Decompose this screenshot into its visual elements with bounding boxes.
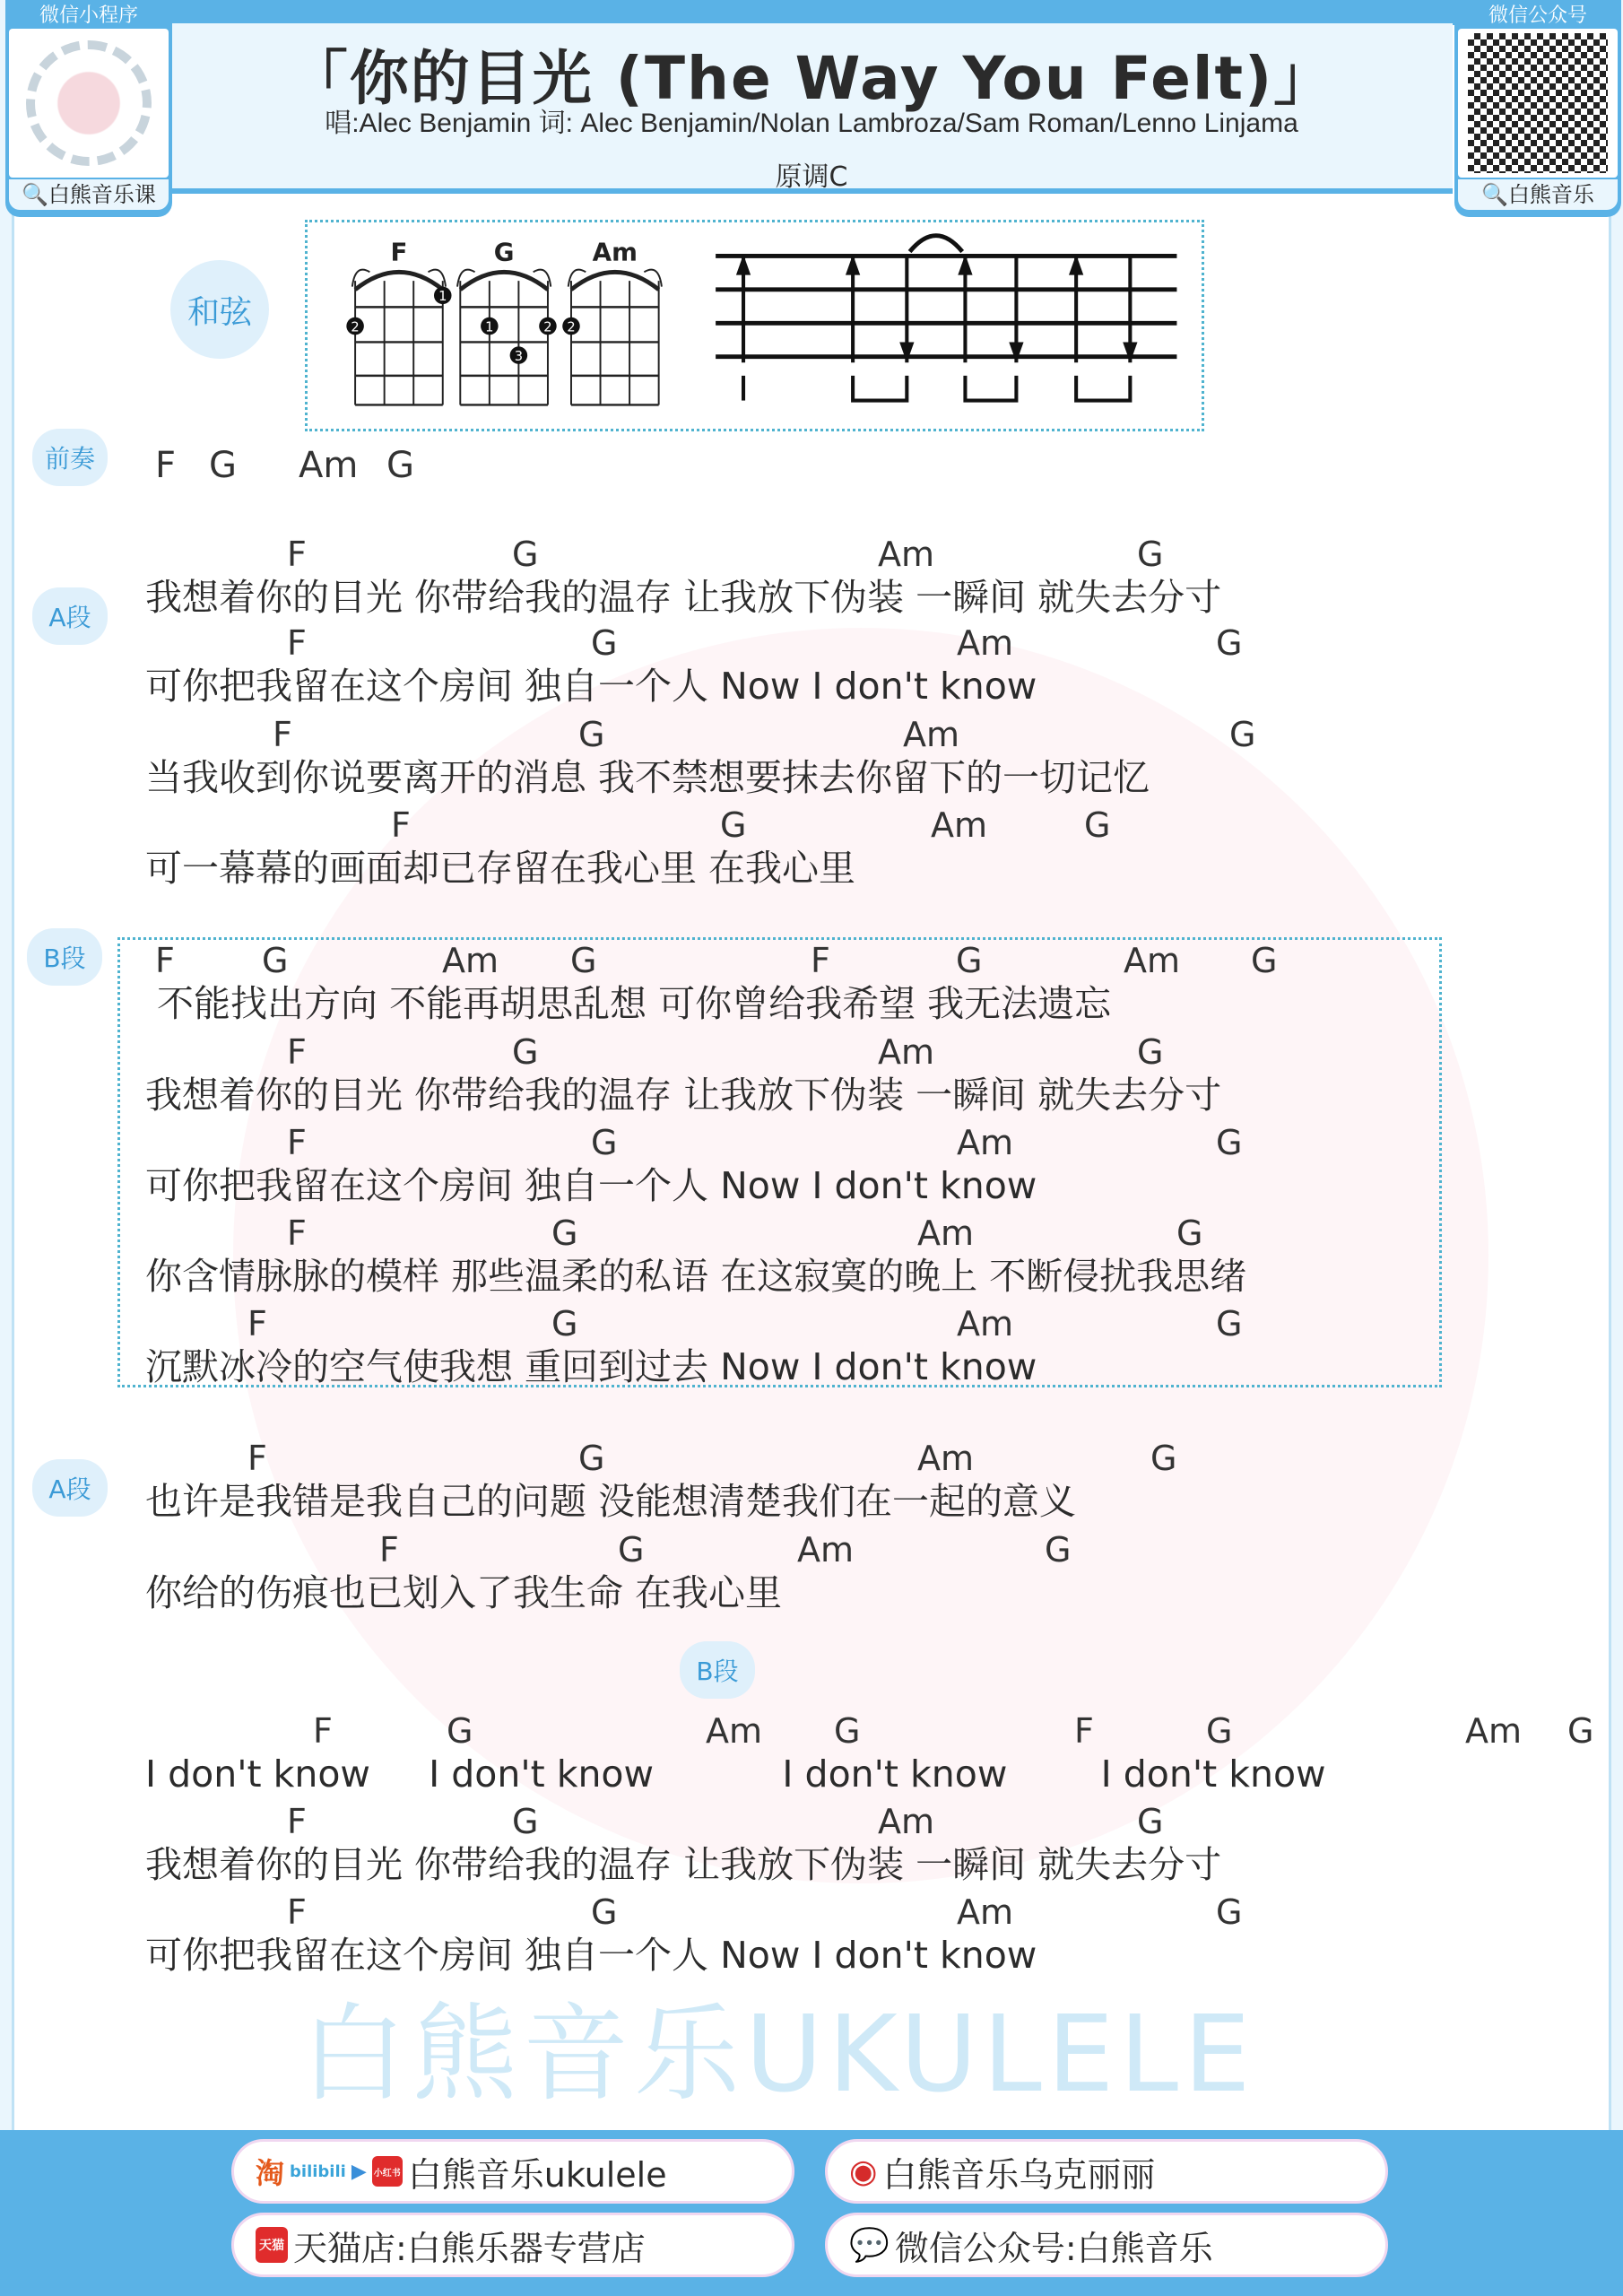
chord-label: Am — [957, 1892, 1014, 1932]
lyric-line: I don't know I don't know I don't know I don't know — [145, 1752, 1326, 1796]
chord-label: F — [273, 715, 292, 754]
finger-number: 2 — [567, 319, 576, 335]
rhythm-beam — [1076, 376, 1130, 401]
lyric-line: 不能找出方向 不能再胡思乱想 可你曾给我希望 我无法遗忘 — [145, 982, 1112, 1025]
chord-label: G — [1137, 1032, 1164, 1072]
chord-label: G — [209, 445, 237, 486]
link-label: 微信公众号:白熊音乐 — [894, 2228, 1213, 2268]
chord-label: F — [391, 805, 411, 845]
song-key: 原调C — [775, 161, 848, 193]
lyric-line: 可一幕幕的画面却已存留在我心里 在我心里 — [145, 847, 856, 890]
chord-label: G — [1567, 1711, 1594, 1751]
chords-label: 和弦 — [170, 260, 269, 359]
qr-footer: 🔍白熊音乐 — [1458, 179, 1618, 210]
chord-label: G — [1216, 623, 1243, 663]
chord-label: Am — [957, 1123, 1014, 1162]
chord-label: Am — [878, 1032, 935, 1072]
chord-label: G — [386, 445, 414, 486]
link-label: 天猫店:白熊乐器专营店 — [293, 2228, 646, 2268]
video-play-icon: ▶ — [351, 2160, 367, 2183]
chord-label: G — [1251, 941, 1278, 980]
chord-label: F — [155, 445, 177, 486]
chord-label: Am — [917, 1439, 975, 1478]
chord-name: G — [493, 237, 515, 267]
left-border — [0, 0, 14, 2135]
chord-label: F — [155, 941, 175, 980]
chord-diagram-box — [305, 220, 1204, 431]
chord-label: Am — [878, 535, 935, 574]
chord-label: G — [1150, 1439, 1177, 1478]
chord-label: G — [618, 1530, 645, 1570]
strum-down-arrow-icon — [899, 342, 914, 362]
lyric-line: 当我收到你说要离开的消息 我不禁想要抹去你留下的一切记忆 — [145, 756, 1150, 799]
lyric-line: 也许是我错是我自己的问题 没能想清楚我们在一起的意义 — [145, 1480, 1077, 1523]
qr-footer: 🔍白熊音乐课 — [9, 179, 169, 210]
chord-label: G — [1045, 1530, 1072, 1570]
chord-label: Am — [797, 1530, 855, 1570]
qr-code-icon — [1458, 29, 1618, 178]
link-tmall[interactable] — [231, 2213, 794, 2277]
link-weibo[interactable] — [825, 2139, 1388, 2204]
lyric-line: 沉默冰冷的空气使我想 重回到过去 Now I don't know — [145, 1345, 1037, 1388]
chord-label: G — [551, 1304, 578, 1344]
weibo-icon: ◉ — [849, 2152, 878, 2190]
chord-label: G — [1216, 1892, 1243, 1932]
chord-label: G — [720, 805, 747, 845]
finger-number: 1 — [438, 289, 447, 305]
chord-label: Am — [299, 445, 359, 486]
chord-label: F — [287, 535, 307, 574]
footer — [0, 2130, 1623, 2296]
chord-label: G — [578, 715, 605, 754]
lyric-line: 可你把我留在这个房间 独自一个人 Now I don't know — [145, 665, 1037, 708]
chord-label: Am — [903, 715, 960, 754]
chord-label: G — [512, 535, 539, 574]
chord-label: G — [447, 1711, 473, 1751]
chord-label: G — [1216, 1304, 1243, 1344]
chord-label: G — [591, 623, 618, 663]
chord-label: Am — [878, 1802, 935, 1841]
wechat-icon: 💬 — [849, 2227, 890, 2264]
lyric-line: 可你把我留在这个房间 独自一个人 Now I don't know — [145, 1164, 1037, 1207]
chord-label: F — [247, 1304, 267, 1344]
strum-down-arrow-icon — [1009, 342, 1023, 362]
chord-label: G — [570, 941, 597, 980]
mini-program-code-icon — [9, 29, 169, 178]
lyric-line: 我想着你的目光 你带给我的温存 让我放下伪装 一瞬间 就失去分寸 — [145, 1843, 1222, 1886]
xiaohongshu-icon: 小红书 — [372, 2156, 403, 2187]
chord-label: G — [1229, 715, 1256, 754]
bilibili-icon: bilibili — [290, 2161, 346, 2181]
chord-label: Am — [442, 941, 499, 980]
chord-label: G — [512, 1802, 539, 1841]
lyric-line: 你给的伤痕也已划入了我生命 在我心里 — [145, 1571, 783, 1614]
chord-label: F — [287, 623, 307, 663]
chord-label: F — [379, 1530, 399, 1570]
chord-diagram-f — [346, 237, 451, 404]
qr-caption: 微信公众号 — [1488, 4, 1587, 27]
chord-label: Am — [931, 805, 988, 845]
song-credits: 唱:Alec Benjamin 词: Alec Benjamin/Nolan Lambroza/Sam Roman/Lenno Linjama — [325, 109, 1298, 138]
top-band — [0, 0, 1623, 25]
chord-label: F — [1074, 1711, 1094, 1751]
chord-label: F — [287, 1032, 307, 1072]
wechat-qr[interactable] — [1454, 0, 1621, 217]
chord-name: Am — [592, 237, 638, 267]
link-label: 白熊音乐ukulele — [407, 2154, 667, 2195]
chord-label: G — [1206, 1711, 1233, 1751]
qr-caption: 微信小程序 — [39, 4, 138, 27]
chord-label: G — [551, 1213, 578, 1253]
lyric-line: 我想着你的目光 你带给我的温存 让我放下伪装 一瞬间 就失去分寸 — [145, 1074, 1222, 1117]
qr-footer-label: 白熊音乐课 — [48, 182, 156, 207]
section-label-a2: A段 — [32, 1459, 108, 1517]
chord-label: G — [1084, 805, 1111, 845]
rhythm-beam — [965, 376, 1016, 401]
chord-label: G — [578, 1439, 605, 1478]
strum-down-arrow-icon — [1123, 342, 1137, 362]
chord-label: F — [287, 1213, 307, 1253]
chord-name: F — [390, 237, 408, 267]
lyric-line: 我想着你的目光 你带给我的温存 让我放下伪装 一瞬间 就失去分寸 — [145, 576, 1222, 619]
chord-label: G — [834, 1711, 861, 1751]
chord-label: G — [1137, 535, 1164, 574]
chord-label: Am — [1465, 1711, 1523, 1751]
section-label-b: B段 — [27, 928, 102, 986]
chord-and-strum-diagrams — [308, 222, 1207, 434]
finger-number: 1 — [485, 319, 494, 335]
chord-label: F — [287, 1123, 307, 1162]
rhythm-beam — [853, 376, 907, 401]
chord-label: G — [1137, 1802, 1164, 1841]
chord-label: G — [512, 1032, 539, 1072]
strum-pattern — [716, 236, 1176, 357]
chord-label: F — [247, 1439, 267, 1478]
right-border — [1609, 0, 1623, 2135]
watermark: 白熊音乐UKULELE — [300, 1992, 1256, 2116]
link-label: 白熊音乐乌克丽丽 — [882, 2154, 1156, 2195]
chord-label: Am — [917, 1213, 975, 1253]
finger-number: 2 — [543, 319, 552, 335]
section-label-b2: B段 — [680, 1641, 755, 1699]
lyric-line: 你含情脉脉的模样 那些温柔的私语 在这寂寞的晚上 不断侵扰我思绪 — [145, 1255, 1247, 1298]
lyric-line: 可你把我留在这个房间 独自一个人 Now I don't know — [145, 1934, 1037, 1977]
chord-label: G — [591, 1892, 618, 1932]
qr-footer-label: 白熊音乐 — [1507, 182, 1594, 207]
chord-label: Am — [1124, 941, 1181, 980]
mini-program-qr[interactable] — [5, 0, 172, 217]
taobao-icon: 淘 — [256, 2156, 285, 2190]
chord-label: G — [262, 941, 289, 980]
link-wechat[interactable] — [825, 2213, 1388, 2277]
chord-label: G — [1216, 1123, 1243, 1162]
section-label-intro: 前奏 — [32, 429, 108, 486]
link-social-ukulele[interactable] — [231, 2139, 794, 2204]
finger-number: 2 — [351, 319, 360, 335]
chord-label: G — [591, 1123, 618, 1162]
chord-label: Am — [957, 1304, 1014, 1344]
song-title: 「你的目光 (The Way You Felt)」 — [288, 44, 1335, 113]
finger-number: 3 — [514, 348, 524, 364]
tmall-icon: 天猫 — [256, 2227, 288, 2263]
chord-label: G — [956, 941, 983, 980]
chord-label: Am — [706, 1711, 763, 1751]
chord-label: F — [313, 1711, 333, 1751]
chord-label: Am — [957, 623, 1014, 663]
chord-diagram-g — [457, 237, 557, 404]
section-label-a: A段 — [32, 587, 108, 645]
chord-label: F — [287, 1892, 307, 1932]
chord-label: F — [287, 1802, 307, 1841]
chord-diagram-am — [562, 237, 662, 404]
chord-label: F — [811, 941, 830, 980]
chord-label: G — [1176, 1213, 1203, 1253]
